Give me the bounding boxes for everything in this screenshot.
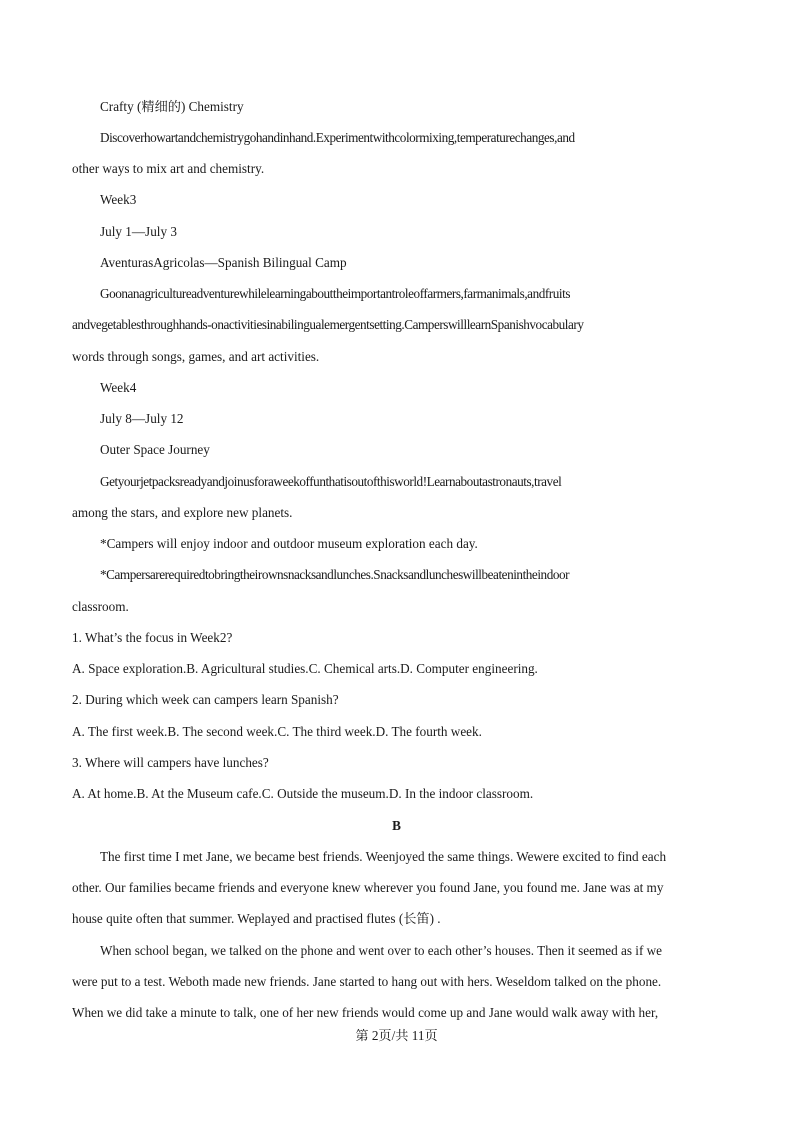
passage-b-paragraph-1-line-3: house quite often that summer. Weplayed and practised flutes (长笛) . (72, 911, 441, 926)
week2-description-line-1: Discoverhowartandchemistrygohandinhand.Experimentwithcolormixing,temperaturechanges,and (100, 130, 575, 145)
week3-description-line-1: Goonanagricultureadventurewhilelearningabouttheimportantroleoffarmers,farmanimals,andfruits (100, 286, 571, 301)
week3-dates: July 1—July 3 (100, 224, 177, 239)
passage-b-paragraph-1-line-2: other. Our families became friends and everyone knew wherever you found Jane, you found me. Jane was at my (72, 880, 664, 895)
passage-b-paragraph-1-line-1: The first time I met Jane, we became best friends. Weenjoyed the same things. Wewere excited to find each (100, 849, 667, 864)
week4-dates: July 8—July 12 (100, 411, 184, 426)
week3-label: Week3 (100, 192, 137, 207)
question-1: 1. What’s the focus in Week2? (72, 630, 233, 645)
week4-description-line-2: among the stars, and explore new planets. (72, 505, 293, 520)
camp-note-museum: *Campers will enjoy indoor and outdoor museum exploration each day. (100, 536, 478, 551)
passage-b-paragraph-2-line-3: When we did take a minute to talk, one of her new friends would come up and Jane would walk away with her, (72, 1005, 659, 1020)
passage-b-paragraph-2-line-1: When school began, we talked on the phone and went over to each other’s houses. Then it seemed as if we (100, 943, 663, 958)
question-2-options: A. The first week.B. The second week.C. The third week.D. The fourth week. (72, 724, 482, 739)
passage-b-paragraph-2-line-2: were put to a test. Weboth made new friends. Jane started to hang out with hers. Weseldom talked on the phone. (72, 974, 662, 989)
question-1-options: A. Space exploration.B. Agricultural studies.C. Chemical arts.D. Computer engineering. (72, 661, 538, 676)
week2-description-line-2: other ways to mix art and chemistry. (72, 161, 265, 176)
question-2: 2. During which week can campers learn Spanish? (72, 692, 339, 707)
camp-note-lunch-line-2: classroom. (72, 599, 129, 614)
week4-description-line-1: Getyourjetpacksreadyandjoinusforaweekoffunthatisoutofthisworld!Learnaboutastronauts,travel (100, 474, 562, 489)
week4-label: Week4 (100, 380, 137, 395)
week4-title: Outer Space Journey (100, 442, 210, 457)
question-3: 3. Where will campers have lunches? (72, 755, 269, 770)
week3-description-line-2: andvegetablesthroughhands-onactivitiesinabilingualemergentsetting.CamperswilllearnSpanishvocabulary (72, 317, 584, 332)
week3-description-line-3: words through songs, games, and art activities. (72, 349, 320, 364)
camp-note-lunch-line-1: *Campersarerequiredtobringtheirownsnacksandlunches.Snacksandluncheswillbeatenintheindoor (100, 567, 570, 582)
question-3-options: A. At home.B. At the Museum cafe.C. Outside the museum.D. In the indoor classroom. (72, 786, 534, 801)
section-heading-b: B (392, 818, 401, 833)
week3-title: AventurasAgricolas—Spanish Bilingual Camp (100, 255, 347, 270)
page-number-footer: 第 2页/共 11页 (355, 1028, 438, 1043)
week2-title: Crafty (精细的) Chemistry (100, 99, 244, 114)
